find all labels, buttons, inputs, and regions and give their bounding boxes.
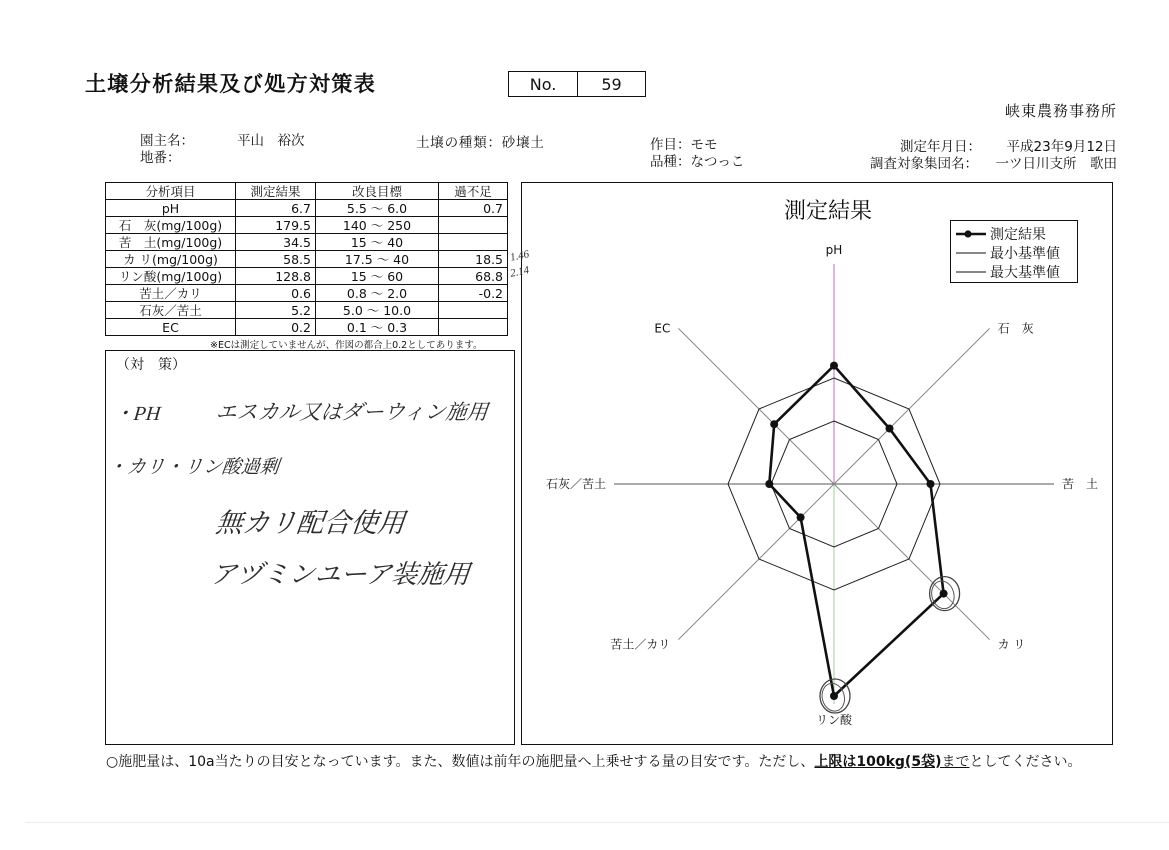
footer-note <box>106 751 1081 771</box>
variety: 品種：なつっこ <box>650 154 745 170</box>
cell-item: 苦土／カリ <box>106 285 236 302</box>
legend-line-icon <box>955 266 987 278</box>
table-row <box>106 200 508 217</box>
table-row <box>106 217 508 234</box>
legend-label-max: 最大基準値 <box>990 264 1060 281</box>
cell-item: 石 灰(mg/100g) <box>106 217 236 234</box>
measure-amendment: アヅミンユーア装施用 <box>209 560 472 589</box>
legend-line-icon <box>955 247 987 259</box>
header-item: 分析項目 <box>106 183 236 200</box>
radar-axis-line <box>678 328 834 484</box>
cell-item: pH <box>106 200 236 217</box>
cell-result: 179.5 <box>236 217 316 234</box>
table-row <box>106 234 508 251</box>
date-value: 平成23年9月12日 <box>1006 139 1117 155</box>
office-name: 峡東農務事務所 <box>1004 102 1117 120</box>
table-row <box>106 302 508 319</box>
legend-label-min: 最小基準値 <box>990 245 1060 262</box>
measured-point <box>940 590 948 598</box>
cell-item: リン酸(mg/100g) <box>106 268 236 285</box>
axis-label: pH <box>825 243 843 257</box>
countermeasures-heading: （対 策） <box>116 357 186 373</box>
soil-type: 土壌の種類：砂壌土 <box>416 135 545 151</box>
axis-label: カ リ <box>997 637 1026 652</box>
radar-axis-line <box>834 484 990 640</box>
crop: 作目：モモ <box>650 137 718 153</box>
legend-item-min <box>955 243 1073 262</box>
owner-label: 園主名： <box>140 133 194 149</box>
legend-item-max <box>955 262 1073 281</box>
cell-target: 15 ～ 40 <box>316 234 439 251</box>
document-title: 土壌分析結果及び処方対策表 <box>85 72 377 96</box>
footer-text-end: としてください。 <box>969 754 1082 770</box>
measure-excess-note: ・カリ・リン酸過剰 <box>106 457 280 478</box>
cell-result: 58.5 <box>236 251 316 268</box>
cell-excess <box>439 319 508 336</box>
date-label: 測定年月日： <box>900 139 981 155</box>
measured-point <box>765 480 773 488</box>
measure-ph-text: エスカル又はダーウィン施用 <box>214 400 489 424</box>
measure-ph-bullet: ・PH <box>112 403 162 425</box>
axis-label: EC <box>654 321 671 336</box>
handwritten-ratio-phosphate: 2.14 <box>508 264 531 280</box>
measured-point <box>927 480 935 488</box>
table-row <box>106 251 508 268</box>
cell-result: 0.6 <box>236 285 316 302</box>
cell-item: 苦 土(mg/100g) <box>106 234 236 251</box>
owner-value: 平山 裕次 <box>237 133 305 149</box>
measured-point <box>830 362 838 370</box>
cell-target: 17.5 ～ 40 <box>316 251 439 268</box>
radar-axis-line <box>678 484 834 640</box>
analysis-table <box>105 182 508 336</box>
cell-result: 6.7 <box>236 200 316 217</box>
number-box <box>508 71 646 97</box>
measured-point <box>797 513 805 521</box>
legend-line-dot-icon <box>955 228 987 240</box>
axis-label: 石 灰 <box>997 321 1034 336</box>
cell-excess: 68.8 <box>439 268 508 285</box>
cell-result: 34.5 <box>236 234 316 251</box>
header-target: 改良目標 <box>316 183 439 200</box>
cell-target: 0.8 ～ 2.0 <box>316 285 439 302</box>
cell-item: EC <box>106 319 236 336</box>
cell-excess: 0.7 <box>439 200 508 217</box>
cell-target: 0.1 ～ 0.3 <box>316 319 439 336</box>
number-value: 59 <box>601 74 622 94</box>
cell-result: 0.2 <box>236 319 316 336</box>
axis-label: 苦 土 <box>1062 477 1099 491</box>
radar-chart-box <box>521 182 1113 745</box>
footer-text-start: ○施肥量は、10a当たりの目安となっています。また、数値は前年の施肥量へ上乗せする量の目安です。ただし、 <box>106 754 815 770</box>
cell-excess <box>439 217 508 234</box>
table-row <box>106 268 508 285</box>
cell-item: 石灰／苦土 <box>106 302 236 319</box>
group-label: 調査対象集団名： <box>870 156 978 172</box>
cell-target: 5.0 ～ 10.0 <box>316 302 439 319</box>
cell-excess: 18.5 <box>439 251 508 268</box>
cell-target: 5.5 ～ 6.0 <box>316 200 439 217</box>
footer-text-underline: まで <box>941 754 970 770</box>
chart-title: 測定結果 <box>783 199 872 224</box>
axis-label: リン酸 <box>815 713 853 727</box>
cell-result: 5.2 <box>236 302 316 319</box>
cell-result: 128.8 <box>236 268 316 285</box>
number-label: No. <box>509 72 578 96</box>
cell-item: カ リ(mg/100g) <box>106 251 236 268</box>
table-header-row <box>106 183 508 200</box>
measured-point <box>830 692 838 700</box>
measured-point <box>886 425 894 433</box>
axis-label: 苦土／カリ <box>610 637 671 652</box>
cell-excess: -0.2 <box>439 285 508 302</box>
legend-label-measured: 測定結果 <box>990 226 1046 243</box>
header-excess: 過不足 <box>439 183 508 200</box>
axis-label: 石灰／苦土 <box>545 477 606 491</box>
measure-fertilizer: 無カリ配合使用 <box>214 508 407 538</box>
chart-legend <box>950 220 1078 283</box>
cell-target: 15 ～ 60 <box>316 268 439 285</box>
scan-edge-divider <box>25 822 1169 823</box>
cell-excess <box>439 234 508 251</box>
legend-item-measured <box>955 224 1073 243</box>
cell-target: 140 ～ 250 <box>316 217 439 234</box>
footer-text-emphasis: 上限は100kg(5袋) <box>814 754 942 770</box>
cell-excess <box>439 302 508 319</box>
table-note: ※ECは測定していませんが、作図の都合上0.2としてあります。 <box>210 340 483 351</box>
measured-point <box>770 420 778 428</box>
handwritten-ratio-potassium: 1.46 <box>508 248 531 264</box>
table-row <box>106 285 508 302</box>
lot-label: 地番： <box>140 150 181 166</box>
group-value: 一ツ日川支所 歌田 <box>995 156 1117 172</box>
header-result: 測定結果 <box>236 183 316 200</box>
countermeasures-box <box>105 350 515 745</box>
table-row <box>106 319 508 336</box>
